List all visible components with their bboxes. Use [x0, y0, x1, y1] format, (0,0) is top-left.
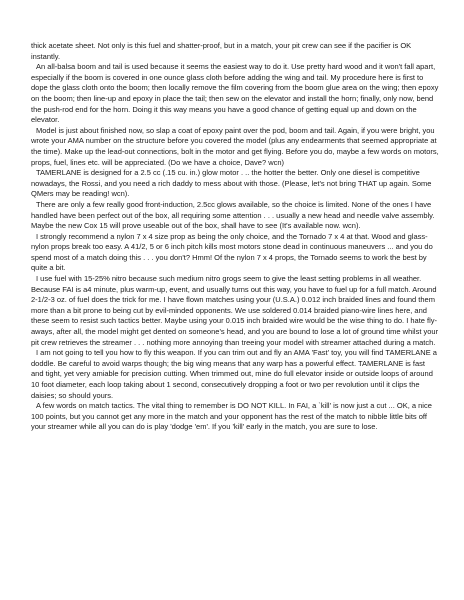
paragraph: I use fuel with 15-25% nitro because such medium nitro grogs seem to give the least setting problems in all weather. Because FAI is a4 minute, plus warm-up, event, and usually turns out this way, you have to fuel up for a full match. Around 2-1/2-3 oz. of fuel does the trick for me. I have flown matches using your (U.S.A.) 0.012 inch braided lines and found them more than a bit prone to being cut by evil-minded opponents. We use soldered 0.014 braided piano-wire lines here, and these seem to resist such tactics better. Maybe using your 0.015 inch braided wire would be the wise thing to do. I hate fly-aways, after all, the model might get dented on someone's head, and you are bound to lose a lot of ground time whilst your pit crew retrieves the streamer . . . nothing more annoying than treeing your model with streamer attached during a match.	[31, 274, 439, 347]
paragraph: A few words on match tactics. The vital thing to remember is DO NOT KILL. In FAI, a `kill' is now just a cut ... OK, a nice 100 points, but you cannot get any more in the match and your opponent has the rest of the match to nibble little bits off your streamer while all you can do is play 'dodge 'em'. If you 'kill' early in the match, you are sure to lose.	[31, 401, 432, 432]
paragraph: There are only a few really good front-induction, 2.5cc glows available, so the choice is limited. None of the ones I have handled have been perfect out of the box, all requiring some attention . . . usually a new head and needle valve assembly. Maybe the new Cox 15 will prove useable out of the box, shall have to see (It's available now. wcn).	[31, 199, 435, 231]
article-body	[31, 41, 439, 433]
paragraph: I strongly recommend a nylon 7 x 4 size prop as being the only choice, and the Tornado 7 x 4 at that. Wood and glass-nylon props break too easy. A 41/2, 5 or 6 inch pitch kills most motors stone dead in continuous maneuvers ... and you do spend most of a match doing this . . . you don't? Hmm! Of the nylon 7 x 4 props, the Tornado seems to work the best by quite a bit.	[31, 231, 433, 273]
paragraph: TAMERLANE is designed for a 2.5 cc (.15 cu. in.) glow motor . .. the hotter the better. Only one diesel is competitive nowadays, the Rossi, and you need a rich daddy to mess about with those. (Please, let's not bring THAT up again. Some QMers may be reading! wcn).	[31, 168, 432, 199]
paragraph: I am not going to tell you how to fly this weapon. If you can trim out and fly an AMA 'Fast' toy, you will find TAMERLANE a doddle. Be careful to avoid warps though; the big wing means that any warp has a powerful effect. TAMERLANE is fast and tight, yet very amiable for precision cutting. When trimmed out, mine do full elevator inside or outside loops of around 10 foot diameter, each loop taking about 1 second, consecutively dropping a foot or two per revolution until it clips the daisies; so should yours.	[31, 348, 437, 400]
paragraph: thick acetate sheet. Not only is this fuel and shatter-proof, but in a match, your pit crew can see if the pacifier is OK instantly.	[31, 41, 412, 61]
paragraph: Model is just about finished now, so slap a coat of epoxy paint over the pod, boom and tail. Again, if you were bright, you wrote your AMA number on the structure before you covered the model (plus any endearments that seemed appropriate at the time). Make up the lead-out connections, bolt in the motor and get flying. Before you do, maybe a few words on motors, props, fuel, lines etc. will be appreciated. (Do we have a choice, Dave? wcn)	[31, 125, 439, 167]
paragraph: An all-balsa boom and tail is used because it seems the easiest way to do it. Use pretty hard wood and it won't fall apart, especially if the boom is covered in one ounce glass cloth before adding the wing and tail. My procedure here is first to dope the glass cloth onto the boom; then locally remove the film covering from the boom glue area on the wing; then epoxy on the boom; then line-up and epoxy in place the tail; then sew on the elevator and install the horn; finally, only now, bend the push-rod end for the horn. Doing it this way means you have a good chance of getting equal up and down on the elevator.	[31, 62, 439, 125]
